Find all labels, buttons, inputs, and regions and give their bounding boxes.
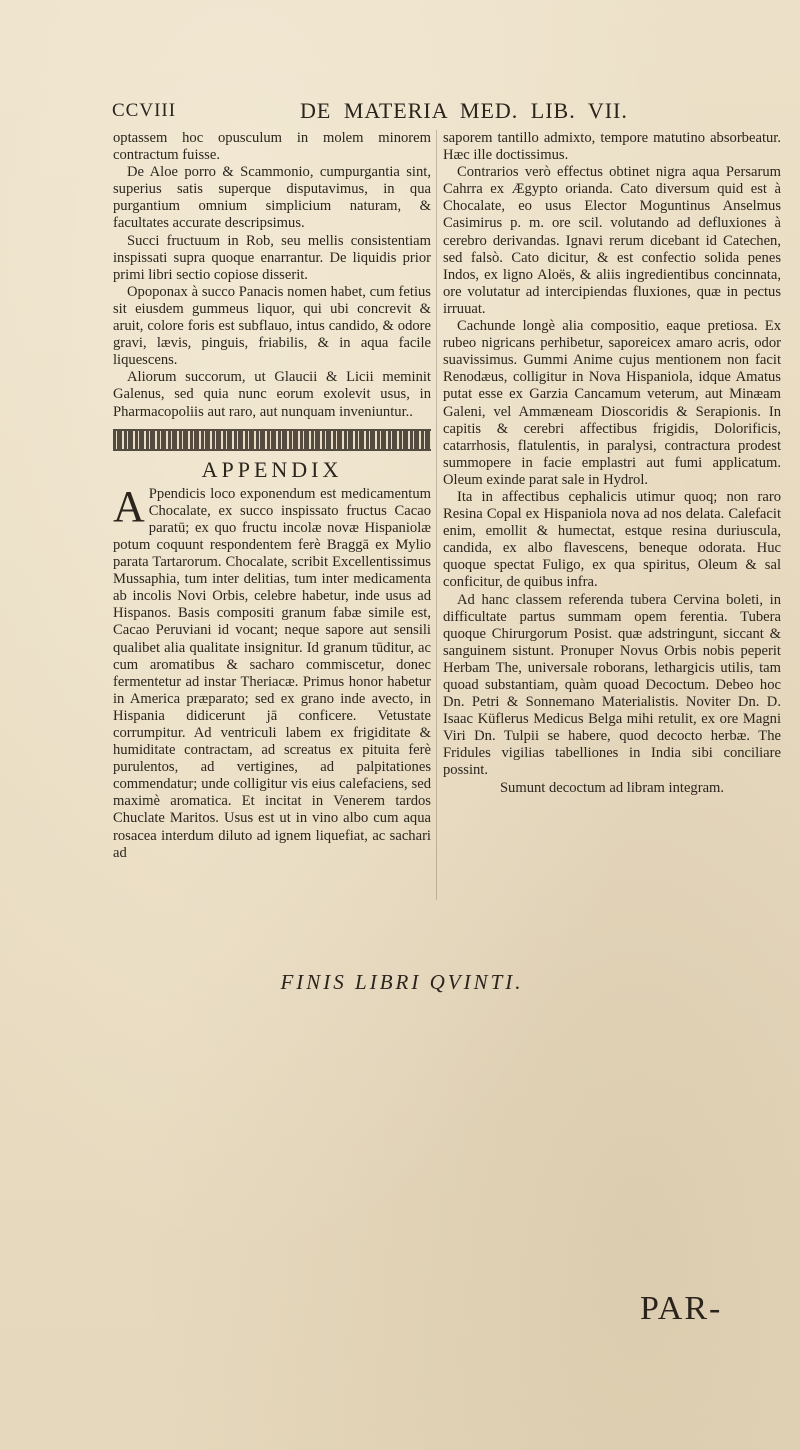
closing-line: Sumunt decoctum ad libram integram. xyxy=(499,779,725,796)
paragraph: Cachunde longè alia compositio, eaque pretiosa. Ex rubeo nigricans perhibetur, saporeicex amaro acris, odor suavissimus. Gummi Anime cujus mentionem non facit Renodæus, colligitur in Nova Hispaniola, idque Amatus putat esse ex Garzia Cancamum veterum, aut Minæam Galeni, vel Ammæneam Dioscoridis & Serapionis. In capitis & cerebri affectibus frigidis, Dolorificis, catarrhosis, flatulentis, in paralysi, contractura prodest summopere in facie emplastri aut fumi applicatum. Oleum exinde parat sale in Hydrol. xyxy=(443,318,781,488)
appendix-heading: APPENDIX xyxy=(201,456,343,482)
page-header xyxy=(112,96,657,126)
paragraph: Ita in affectibus cephalicis utimur quoq; non raro Resina Copal ex Hispaniola nova ad nos delata. Calefacit enim, emollit & humectat, estque resina duriuscula, candida, ex albo flavescens, beneque odorata. Huc quoque spectat Fuligo, ex qua spiritus, Oleum & sal conficitur, de quibus infra. xyxy=(443,488,781,591)
column-divider xyxy=(436,130,437,900)
paragraph: Succi fructuum in Rob, seu mellis consistentiam inspissati supra quoque enarrantur. De liquidis prior primi libri sectio copiose disserit. xyxy=(113,232,431,283)
finis-line: FINIS LIBRI QVINTI. xyxy=(280,970,524,994)
left-column xyxy=(113,130,431,862)
running-title: DE MATERIA MED. LIB. VII. xyxy=(300,98,628,123)
paragraph: saporem tantillo admixto, tempore matutino absorbeatur. Hæc ille doctissimus. xyxy=(443,130,781,164)
drop-cap: A xyxy=(113,481,145,531)
appendix-text: Ppendicis loco exponendum est medicamentum Chocalate, ex succo inspissato fructus Cacao paratū; ex quo fructu incolæ novæ Hispaniolæ potum coquunt respondentem ferè Braggā ex Mylio parata Tartarorum. Chocalate, scribit Excellentissimus Mussaphia, tum inter delitias, tum inter medicamenta ab incolis Novi Orbis, celebre habetur, inde usus ad Hispanos. Basis compositi granum fabæ simile est, Cacao Peruviani id vocant; neque sapore aut sensili qualibet alia qualitate insignitur. Id granum tūditur, ac cum aromatibus & sacharo commiscetur, donec fermentetur ad instar Theriacæ. Primus honor habetur in America præparato; sed ex grano inde avecto, in Hispania didicerunt jā conficere. Vetustate corrumpitur. Ad ventriculi labem ex frigiditate & humiditate contractam, ad screatus ex pituita ferè purulentos, ad vertigines, ad palpitationes commendatur; unde colligitur vis eius calefaciens, sed maximè aromatica. Et incitat in Venerem tardos Chuclate Maritos. Usus est ut in vino albo cum aqua rosacea interdum diluto ad ignem liquefiat, ac sachari ad xyxy=(113,485,431,861)
paragraph: Contrarios verò effectus obtinet nigra aqua Persarum Cahrra ex Ægypto orianda. Cato diversum quid est à Chocalate, eo usus Elector Moguntinus Anselmus Casimirus p. m. ore scil. volutando ad defluxiones à cerebro derivandas. Ignavi rerum dicebant id Catechen, sed falsò. Cato dicitur, & est confectio solida penes Indos, ex ligno Aloës, & aliis ingredientibus concinnata, ore volutatur ad intercipiendas fluxiones, quæ in pectus irruuat. xyxy=(443,164,781,317)
appendix-paragraph xyxy=(113,481,431,862)
paragraph: optassem hoc opusculum in molem minorem contractum fuisse. xyxy=(113,130,431,164)
right-column xyxy=(443,130,781,797)
folio-number: CCVIII xyxy=(112,100,177,121)
paragraph: Ad hanc classem referenda tubera Cervina boleti, in difficultate partus summam opem ferentia. Tubera quoque Chirurgorum Posist. quæ adstringunt, siccant & sanguinem sistunt. Pronuper Novus Orbis nobis peperit Herbam The, universale roborans, lethargicis utilis, tam quoad substantiam, quàm quoad Decoctum. Debeo hoc Dn. Petri & Sonnemano Materialistis. Noviter Dn. D. Isaac Küflerus Medicus Belga mihi retulit, ex ore Magni Viri Dn. Tulpii se habere, quod decocto herbæ. The Fridules vigilias tabelliones in India sibi conciliare possint. xyxy=(443,591,781,779)
paragraph: Aliorum succorum, ut Glaucii & Licii meminit Galenus, sed quia nunc eorum exolevit usus, in Pharmacopoliis aut raro, aut nunquam inveniuntur.. xyxy=(113,369,431,420)
paragraph: Opoponax à succo Panacis nomen habet, cum fetius sit eiusdem gummeus liquor, qui ubi concrevit & aruit, colore foris est subflauo, intus candido, & odore gravi, lævis, pinguis, friabilis, & in aqua facile liquescens. xyxy=(113,283,431,369)
paragraph: De Aloe porro & Scammonio, cumpurgantia sint, superius satis superque disputavimus, in qua purgantium omnium simplicium naturam, & facultates accurate descripsimus. xyxy=(113,164,431,232)
catchword: PAR- xyxy=(640,1290,723,1327)
ornament-band xyxy=(113,429,431,451)
